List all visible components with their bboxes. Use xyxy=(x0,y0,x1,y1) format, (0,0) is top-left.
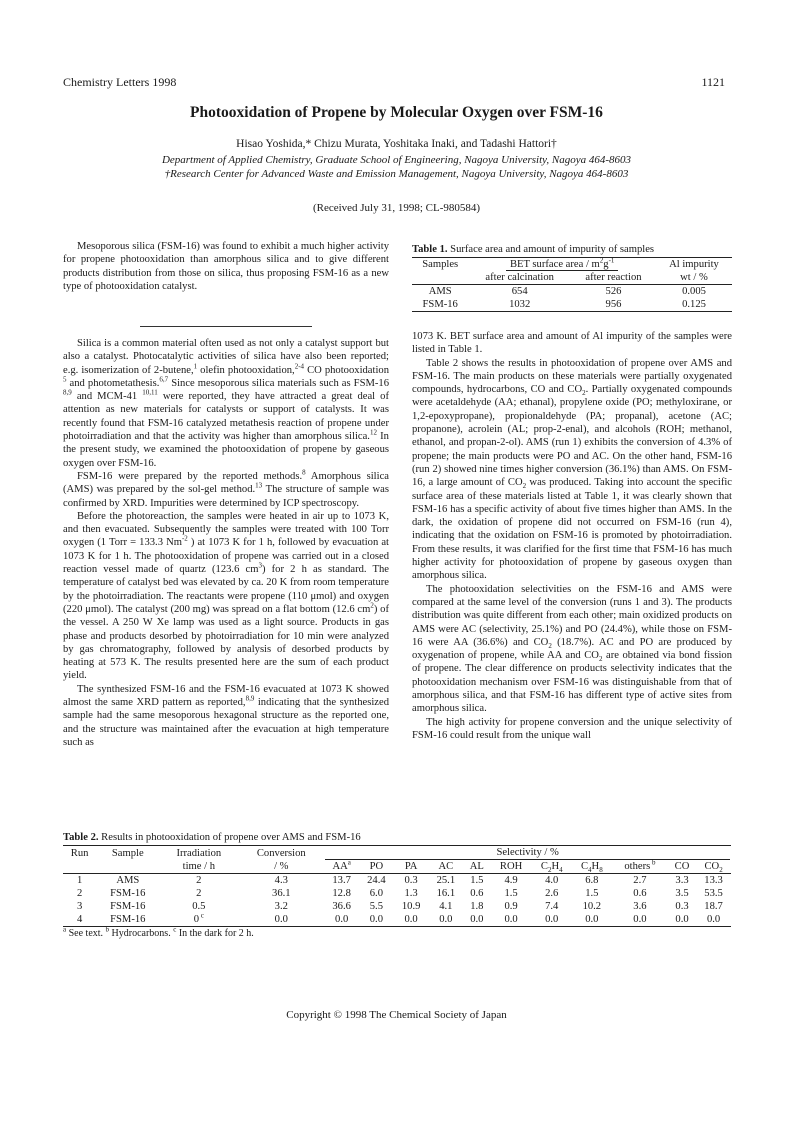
table-row xyxy=(63,874,731,888)
copyright-notice: Copyright © 1998 The Chemical Society of Japan xyxy=(286,1009,507,1021)
table-cell: 5.5 xyxy=(369,901,383,912)
table-2-col-c4h8: $C_4H_8$ xyxy=(580,861,603,875)
table-2-col-c2h4: $C_2H_4$ xyxy=(540,861,563,875)
table-cell: 4.3 xyxy=(274,875,288,886)
table-cell: 18.7 xyxy=(704,901,723,912)
table-2-col-al: AL xyxy=(469,861,484,872)
table-row xyxy=(412,298,732,312)
table-2-subheader-conv-unit: / % xyxy=(274,861,289,872)
table-cell: 10.2 xyxy=(582,901,602,912)
table-1-grid xyxy=(412,257,732,312)
paragraph-preparation: FSM-16 were prepared by the reported methods.$^8$ Amorphous silica (AMS) was prepared by the sol-gel method.$^{13}$ The structure of sample was confirmed by XRD. Impurities were determined by ICP spectroscopy. xyxy=(63,468,390,509)
table-2-grid xyxy=(63,845,731,927)
table-cell: 0.0 xyxy=(633,914,647,925)
table-cell: 0.9 xyxy=(504,901,518,912)
table-2-col-others: others $^b$ xyxy=(624,858,656,872)
table-cell: 526 xyxy=(605,286,622,297)
table-cell: 0.0 xyxy=(504,914,518,925)
table-cell: 0.6 xyxy=(470,888,484,899)
paragraph-selectivity: The photooxidation selectivities on the FSM-16 and AMS were compared at the same level of the conversion (runs 1 and 3). The products distribution was quite different from each other; main oxidized products on AMS were AC (selectivity, 25.1%) and PO (24.4%), while those on FSM-16 were AA (36.6%) and $CO_2$ (18.7%). AC and PO are produced by oxygenation of propene, while AA and $CO_2$ are obtained via bond fission of propene. The clear difference on products selectivity indicates that the photooxidation mechanism over FSM-16 was distinguishable from that of amorphous silica, and that FSM-16 has different type of active sites from amorphous silica. xyxy=(412,583,732,715)
table-cell: 6.0 xyxy=(369,888,383,899)
table-cell: 2.7 xyxy=(633,875,647,886)
table-1-header-bet: BET surface area / $m^2g^{-1}$ xyxy=(468,258,656,272)
table-2 xyxy=(63,832,731,939)
table-cell: 654 xyxy=(511,286,528,297)
right-column-body xyxy=(412,330,732,742)
table-cell: 2 xyxy=(76,888,83,899)
table-2-subheader-empty xyxy=(63,860,96,874)
table-cell: 4 xyxy=(76,914,83,925)
left-column-body xyxy=(63,337,389,749)
table-cell: 7.4 xyxy=(545,901,559,912)
table-1-subheader-react: after reaction xyxy=(585,272,642,283)
table-1 xyxy=(412,244,732,312)
table-cell: FSM-16 xyxy=(422,299,458,310)
table-1-subheader-empty xyxy=(412,271,468,285)
table-row xyxy=(412,285,732,299)
author-list: Hisao Yoshida,* Chizu Murata, Yoshitaka Inaki, and Tadashi Hattori† xyxy=(236,138,557,150)
table-cell: 25.1 xyxy=(436,875,456,886)
table-cell: 36.6 xyxy=(332,901,351,912)
table-cell: 0.0 xyxy=(274,914,288,925)
table-2-col-co: CO xyxy=(674,861,690,872)
table-2-col-aa: $AA^a$ xyxy=(332,858,351,872)
table-cell: 956 xyxy=(605,299,622,310)
table-cell: FSM-16 xyxy=(110,888,146,899)
table-cell: 1 xyxy=(76,875,83,886)
running-head-journal: Chemistry Letters 1998 xyxy=(63,75,177,89)
table-cell: 4.0 xyxy=(545,875,559,886)
abstract-text: Mesoporous silica (FSM-16) was found to exhibit a much higher activity for propene photooxidation than amorphous silica and to give different products distribution from those on silica, thus proposing FSM-16 as a new type of photooxidation catalyst. xyxy=(63,241,389,292)
table-1-header-al: Al impurity xyxy=(669,259,719,270)
table-2-col-roh: ROH xyxy=(499,861,523,872)
table-cell: 3.3 xyxy=(675,875,689,886)
paragraph-intro: Silica is a common material often used as not only a catalyst support but also a catalyst. Photocatalytic activities of silica have also been reported; e.g. isomerization of 2-butene,$^1$ olefin photooxidation,$^{2-4}$ CO photooxidation $^5$ and photometathesis.$^{6,7}$ Since mesoporous silica materials such as FSM-16 $^{8,9}$ and MCM-41 $^{10,11}$ were reported, they have attracted a great deal of attention as new materials for catalysts or support of catalysts. It was recently found that FSM-16 catalyzed metathesis reaction of propene under photoirradiation and that the activity was higher than amorphous silica.$^{12}$ In the present study, we examined the photooxidation of propene by gaseous oxygen over FSM-16. xyxy=(63,338,390,469)
table-2-caption: Table 2. Results in photooxidation of propene over AMS and FSM-16 xyxy=(63,832,361,843)
table-cell: 0.3 xyxy=(404,875,418,886)
table-2-header-selectivity: Selectivity / % xyxy=(324,846,731,861)
table-cell: 0.0 xyxy=(545,914,559,925)
table-cell: 13.7 xyxy=(332,875,351,886)
affiliation-2: †Research Center for Advanced Waste and Emission Management, Nagoya University, Nagoya 464-8603 xyxy=(164,168,629,180)
table-2-footnotes: $^a$ See text. $^b$ Hydrocarbons. $^c$ In the dark for 2 h. xyxy=(63,925,254,939)
table-2-col-ac: AC xyxy=(438,861,454,872)
table-cell: 24.4 xyxy=(367,875,386,886)
table-row xyxy=(63,900,731,913)
table-2-col-po: PO xyxy=(369,861,384,872)
table-1-subheader-al-unit: wt / % xyxy=(680,272,708,283)
table-cell: FSM-16 xyxy=(110,914,146,925)
table-cell: 3.5 xyxy=(675,888,689,899)
paragraph-results: Table 2 shows the results in photooxidation of propene over AMS and FSM-16. The main products on these materials were partially oxygenated compounds, hydrocarbons, CO and $CO_2$. Partially oxygenated compounds were acetaldehyde (AA; ethanal), propylene oxide (PO; methyloxirane, or 1,2-epoxypropane), propionaldehyde (PA; propanal), acetone (AC; propanone), acrolein (AL; prop-2-enal), and alcohols (ROH; methanol, ethanol, and propan-2-ol). AMS (run 1) exhibits the conversion of 4.3% of propene; the main products were PO and AC. On the other hand, FSM-16 (run 2) showed nine times higher conversion (36.1%) than AMS. On FSM-16, a large amount of $CO_2$ was produced. Taking into account the specific surface area of these materials listed at Table 1, it was clearly shown that FSM-16 has a specific activity of about five times higher than AMS. In the dark, the oxidation of propene did not occurred on FSM-16 (run 4), indicating that the oxidation on FSM-16 is promoted by photoirradiation. From these results, it was clarified for the first time that FSM-16 has much higher activity for photooxidation of propene by gaseous oxygen than amorphous silica. xyxy=(412,357,732,582)
table-1-subheader-calc: after calcination xyxy=(485,272,554,283)
page-number: 1121 xyxy=(701,75,725,89)
table-cell: 0.0 xyxy=(675,914,689,925)
table-2-subheader-empty xyxy=(96,860,159,874)
table-cell: 4.1 xyxy=(439,901,453,912)
table-cell: 0.6 xyxy=(633,888,647,899)
table-cell: 1.3 xyxy=(404,888,418,899)
table-cell: 0.0 xyxy=(369,914,383,925)
table-cell: 4.9 xyxy=(504,875,518,886)
paper-title: Photooxidation of Propene by Molecular Oxygen over FSM-16 xyxy=(190,104,603,121)
table-cell: 12.8 xyxy=(332,888,351,899)
table-cell: 0.125 xyxy=(682,299,706,310)
table-cell: 13.3 xyxy=(704,875,723,886)
paragraph-activity: The high activity for propene conversion and the unique selectivity of FSM-16 could result from the unique wall xyxy=(412,716,732,741)
table-cell: 0.0 xyxy=(706,914,721,925)
table-cell: 1.5 xyxy=(470,875,484,886)
table-1-header-samples: Samples xyxy=(422,259,459,270)
table-cell: 53.5 xyxy=(704,888,723,899)
table-cell: 6.8 xyxy=(585,875,599,886)
table-cell: 3.6 xyxy=(633,901,647,912)
table-row xyxy=(63,887,731,900)
table-2-header-sample: Sample xyxy=(111,847,144,859)
table-cell: 1.5 xyxy=(585,888,599,899)
table-cell: 0.0 xyxy=(404,914,418,925)
table-2-header-irradiation: Irradiation xyxy=(176,847,222,859)
table-2-subheader-time: time / h xyxy=(182,861,216,872)
table-cell: 2.6 xyxy=(545,888,559,899)
table-cell: AMS xyxy=(428,286,452,297)
table-cell: 0.0 xyxy=(585,914,599,925)
table-cell: 0.0 xyxy=(470,914,484,925)
table-cell: 10.9 xyxy=(401,901,421,912)
table-cell: 36.1 xyxy=(272,888,291,899)
paragraph-procedure: Before the photoreaction, the samples were heated in air up to 1073 K, and then evacuated. Subsequently the samples were treated with 100 Torr oxygen (1 Torr = 133.3 $Nm^{-2}$ ) at 1073 K for 1 h, followed by evacuation at 1073 K for 1 h. The photooxidation of propene was carried out in a closed reaction vessel made of quartz (123.6 $cm^3$) for 2 h as standard. The temperature of catalyst bed was elevated by ca. 20 K from room temperature by the photoirradiation. The reactants were propene (110 μmol) and oxygen (220 μmol). The catalyst (200 mg) was spread on a flat bottom (12.6 $cm^2$) of the vessel. A 250 W Xe lamp was used as a light source. Products in gas phase and products desorbed by photoirradiation for 10 min were analyzed by gas chromatography, followed by analysis of desorbed products by heating at 573 K. The results presented here are the sum of each product yield. xyxy=(63,510,389,682)
table-cell: 0.0 xyxy=(439,914,453,925)
table-2-col-pa: PA xyxy=(404,861,418,872)
received-date: (Received July 31, 1998; CL-980584) xyxy=(312,202,481,214)
table-row xyxy=(63,913,731,927)
table-cell: FSM-16 xyxy=(110,901,146,912)
table-1-caption: Table 1. Surface area and amount of impurity of samples xyxy=(412,244,655,255)
paragraph-xrd: The synthesized FSM-16 and the FSM-16 evacuated at 1073 K showed almost the same XRD pattern as reported,$^{8,9}$ indicating that the synthesized sample had the same mesoporous hexagonal structure as the reported one, and the structure was maintained after the evacuation at high temperature such as xyxy=(63,683,389,748)
table-cell: 16.1 xyxy=(436,888,456,899)
table-2-header-run: Run xyxy=(70,847,89,859)
table-cell: 1032 xyxy=(509,299,531,310)
paragraph-table1-ref: 1073 K. BET surface area and amount of Al impurity of the samples were listed in Table 1. xyxy=(412,331,732,356)
table-cell: 1.5 xyxy=(504,888,518,899)
table-cell: 0.3 xyxy=(675,901,689,912)
table-cell: AMS xyxy=(116,875,140,886)
affiliation-1: Department of Applied Chemistry, Graduate School of Engineering, Nagoya University, Nagoya 464-8603 xyxy=(161,154,632,166)
table-2-header-conversion: Conversion xyxy=(256,847,306,859)
abstract xyxy=(63,240,389,293)
table-cell: 3 xyxy=(76,901,83,912)
table-cell: 1.8 xyxy=(470,901,484,912)
table-2-col-co2: $CO_2$ xyxy=(704,861,723,875)
table-cell: 3.2 xyxy=(274,901,288,912)
table-cell: 0.5 xyxy=(192,901,206,912)
table-cell: 0.005 xyxy=(682,286,706,297)
table-cell: 0.0 xyxy=(335,914,349,925)
table-cell: 0 $^c$ xyxy=(193,911,204,925)
abstract-divider xyxy=(140,326,312,327)
table-cell: 2 xyxy=(196,875,202,886)
table-cell: 2 xyxy=(196,888,202,899)
